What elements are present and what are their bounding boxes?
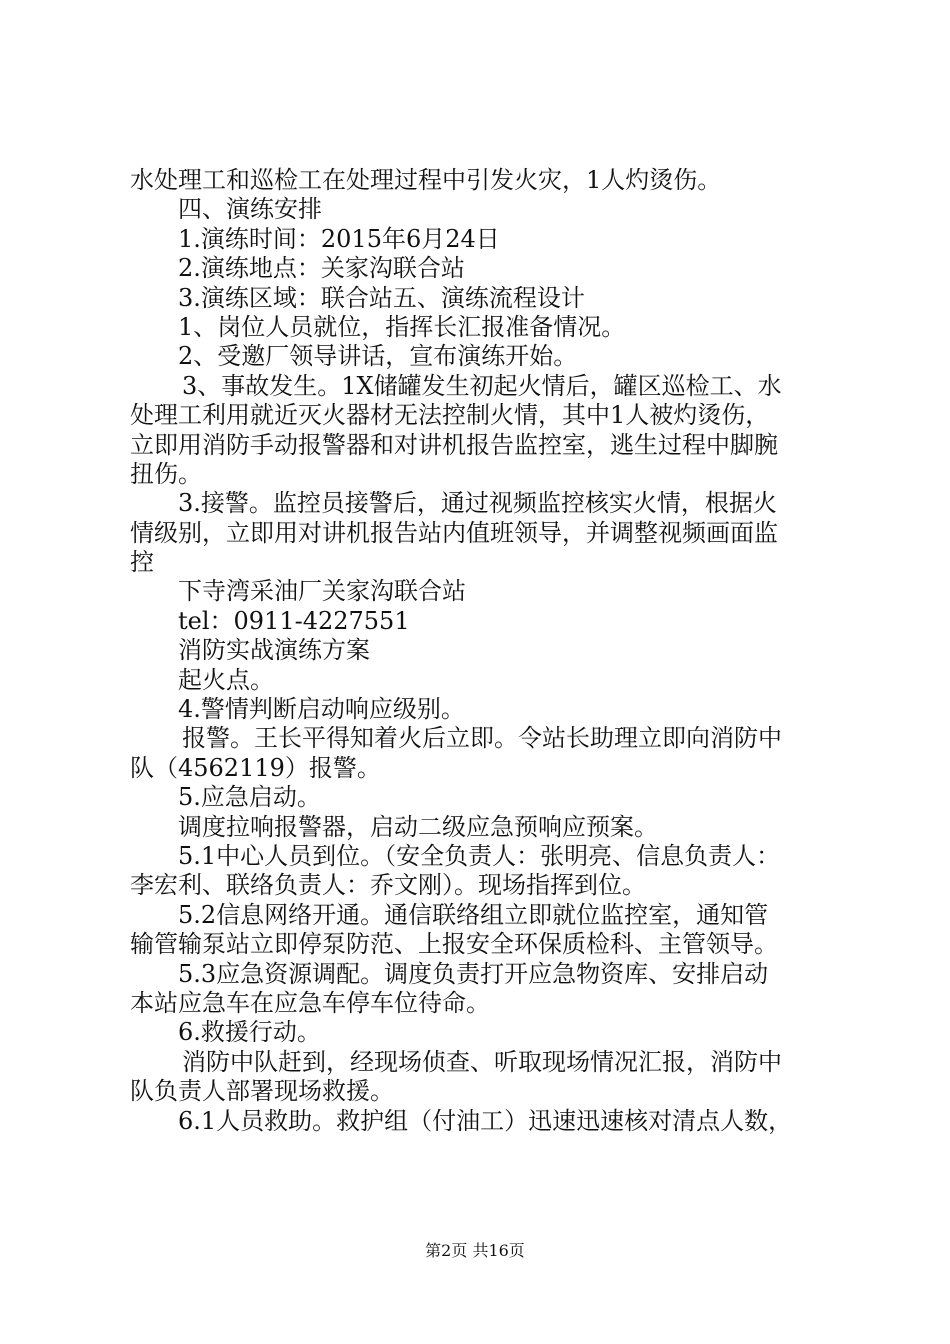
text-line: 控 [130,548,154,577]
document-body [130,166,840,1136]
text-line: 5.2信息网络开通。通信联络组立即就位监控室，通知管 [178,900,769,929]
text-line: 1.演练时间：2015年6月24日 [178,224,500,253]
text-line: 3、事故发生。1X储罐发生初起火情后，罐区巡检工、水 [182,371,782,400]
text-line: 处理工利用就近灭火器材无法控制火情，其中1人被灼烫伤， [130,401,770,430]
text-line: 2、受邀厂领导讲话，宣布演练开始。 [178,342,578,371]
text-line: 6.1人员救助。救护组（付油工）迅速迅速核对清点人数， [178,1106,793,1135]
text-line: 3.演练区域：联合站五、演练流程设计 [178,283,585,312]
text-line: 立即用消防手动报警器和对讲机报告监控室，逃生过程中脚腕 [130,430,778,459]
text-line: tel：0911-4227551 [178,606,410,635]
text-line: 队负责人部署现场救援。 [130,1077,394,1106]
text-line: 5.1中心人员到位。（安全负责人：张明亮、信息负责人： [178,841,781,870]
text-line: 队（4562119）报警。 [130,753,381,782]
page-footer: 第2页 共16页 [425,1241,525,1260]
text-line: 起火点。 [178,665,274,694]
text-line: 4.警情判断启动响应级别。 [178,695,465,724]
text-line: 李宏利、联络负责人：乔文刚）。现场指挥到位。 [130,871,646,900]
text-line: 1、岗位人员就位，指挥长汇报准备情况。 [178,312,626,341]
text-line: 本站应急车在应急车停车位待命。 [130,988,490,1017]
text-line: 6.救援行动。 [178,1018,321,1047]
text-line: 下寺湾采油厂关家沟联合站 [178,577,466,606]
text-line: 调度拉响报警器，启动二级应急预响应预案。 [178,812,658,841]
text-line: 5.3应急资源调配。调度负责打开应急物资库、安排启动 [178,959,769,988]
text-line: 扭伤。 [130,459,202,488]
text-line: 3.接警。监控员接警后，通过视频监控核实火情，根据火 [178,489,777,518]
text-line: 2.演练地点：关家沟联合站 [178,254,465,283]
text-line: 消防中队赶到，经现场侦查、听取现场情况汇报，消防中 [182,1047,782,1076]
text-line: 输管输泵站立即停泵防范、上报安全环保质检科、主管领导。 [130,930,778,959]
text-line: 5.应急启动。 [178,783,321,812]
text-line: 报警。王长平得知着火后立即。令站长助理立即向消防中 [182,724,782,753]
text-line: 水处理工和巡检工在处理过程中引发火灾，1人灼烫伤。 [130,166,722,194]
text-line: 消防实战演练方案 [178,636,370,665]
text-line: 四、演练安排 [178,195,322,224]
text-line: 情级别，立即用对讲机报告站内值班领导，并调整视频画面监 [130,518,778,547]
